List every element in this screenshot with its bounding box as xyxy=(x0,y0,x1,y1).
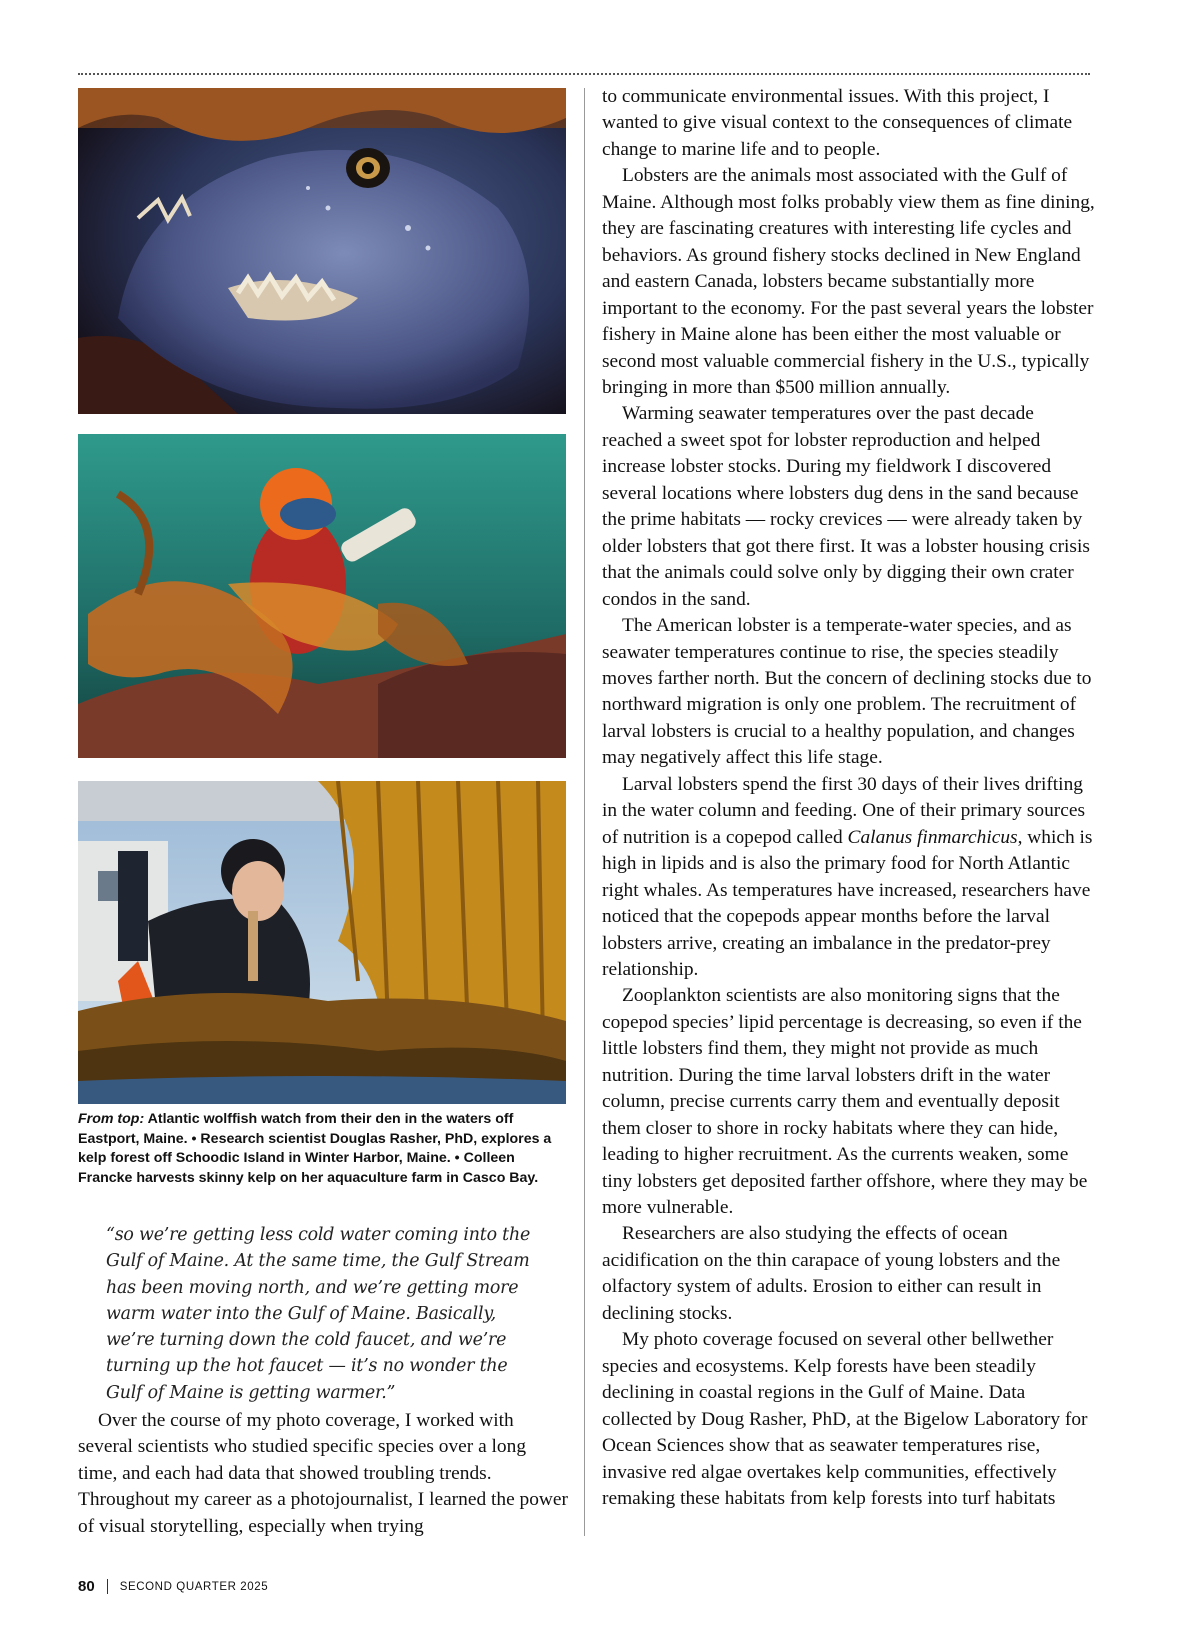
left-paragraph: Over the course of my photo coverage, I worked with several scientists who studied specific species over a long time, and each had data that showed troubling trends. Throughout my career as a photojournalist, I learned the power of visual storytelling, especially when trying xyxy=(78,1410,568,1537)
paragraph-5-part-a: Larval lobsters spend the first 30 days of their lives drifting in the water column and feeding. One of their primary sources of nutrition is a copepod called xyxy=(602,773,1085,848)
paragraph-8: My photo coverage focused on several other bellwether species and ecosystems. Kelp forests have been steadily declining in coastal regions in the Gulf of Maine. Data collected by Doug Rasher, PhD, at the Bigelow Laboratory for Ocean Sciences show that as seawater temperatures rise, invasive red algae overtakes kelp communities, effectively remaking these habitats from kelp forests into turf habitats xyxy=(602,1329,1088,1510)
caption-lead: From top: xyxy=(78,1111,145,1127)
kelp-diver-photo xyxy=(78,434,566,758)
left-column-body xyxy=(78,1408,568,1540)
column-divider xyxy=(584,88,585,1536)
pull-quote-text: “so we’re getting less cold water coming into the Gulf of Maine. At the same time, the Gulf Stream has been moving north, and we’re getting more warm water into the Gulf of Maine. Basically, we’re turning down the cold faucet, and we’re turning up the hot faucet — it’s no wonder the Gulf of Maine is getting warmer.” xyxy=(106,1225,531,1403)
species-name: Calanus finmarchicus xyxy=(847,826,1018,848)
top-dotted-rule xyxy=(78,73,1090,75)
paragraph-6: Zooplankton scientists are also monitoring signs that the copepod species’ lipid percentage is decreasing, so even if the little lobsters find them, they might not provide as much nutrition. During the time larval lobsters drift in the water column, precise currents carry them and eventually deposit them closer to shore in rocky habitats where they can hide, leading to higher recruitment. As the currents weaken, some tiny lobsters get deposited farther offshore, where they may be more vulnerable. xyxy=(602,985,1088,1219)
paragraph-7: Researchers are also studying the effects of ocean acidification on the thin carapace of young lobsters and the olfactory system of adults. Erosion to either can result in declining stocks. xyxy=(602,1223,1061,1324)
kelp-harvest-photo xyxy=(78,781,566,1104)
caption-text: Atlantic wolffish watch from their den in the waters off Eastport, Maine. • Research scientist Douglas Rasher, PhD, explores a kelp forest off Schoodic Island in Winter Harbor, Maine. • Colleen Francke harvests skinny kelp on her aquaculture farm in Casco Bay. xyxy=(78,1111,552,1186)
paragraph-2: Lobsters are the animals most associated with the Gulf of Maine. Although most folks probably view them as fine dining, they are fascinating creatures with interesting life cycles and behaviors. As ground fishery stocks declined in New England and eastern Canada, lobsters became substantially more important to the economy. For the past several years the lobster fishery in Maine alone has been either the most valuable or second most valuable commercial fishery in the U.S., typically bringing in more than $500 million annually. xyxy=(602,165,1095,398)
wolffish-photo xyxy=(78,88,566,414)
footer-separator xyxy=(107,1579,108,1594)
issue-label: SECOND QUARTER 2025 xyxy=(119,1580,269,1593)
paragraph-5-part-b: , which is high in lipids and is also the primary food for North Atlantic right whales. As temperatures have increased, researchers have noticed that the copepods appear months before the larval lobsters arrive, creating an imbalance in the predator-prey relationship. xyxy=(602,826,1093,980)
paragraph-4: The American lobster is a temperate-water species, and as seawater temperatures continue to rise, the species steadily moves farther north. But the concern of declining stocks due to northward migration is only one problem. The recruitment of larval lobsters is crucial to a healthy population, and changes may negatively affect this life stage. xyxy=(602,615,1092,769)
paragraph-3: Warming seawater temperatures over the past decade reached a sweet spot for lobster reproduction and helped increase lobster stocks. During my fieldwork I discovered several locations where lobsters dug dens in the sand because the prime habitats — rocky crevices — were already taken by older lobsters that got there first. It was a lobster housing crisis that the animals could solve only by digging their own crater condos in the sand. xyxy=(602,403,1090,610)
paragraph-5 xyxy=(602,772,1096,984)
right-column-body xyxy=(602,84,1096,1512)
photo-caption xyxy=(78,1110,568,1188)
paragraph-1: to communicate environmental issues. With this project, I wanted to give visual context to the consequences of climate change to marine life and to people. xyxy=(602,86,1073,160)
page-footer xyxy=(78,1578,268,1595)
pull-quote xyxy=(106,1222,546,1406)
page-number: 80 xyxy=(78,1578,95,1595)
